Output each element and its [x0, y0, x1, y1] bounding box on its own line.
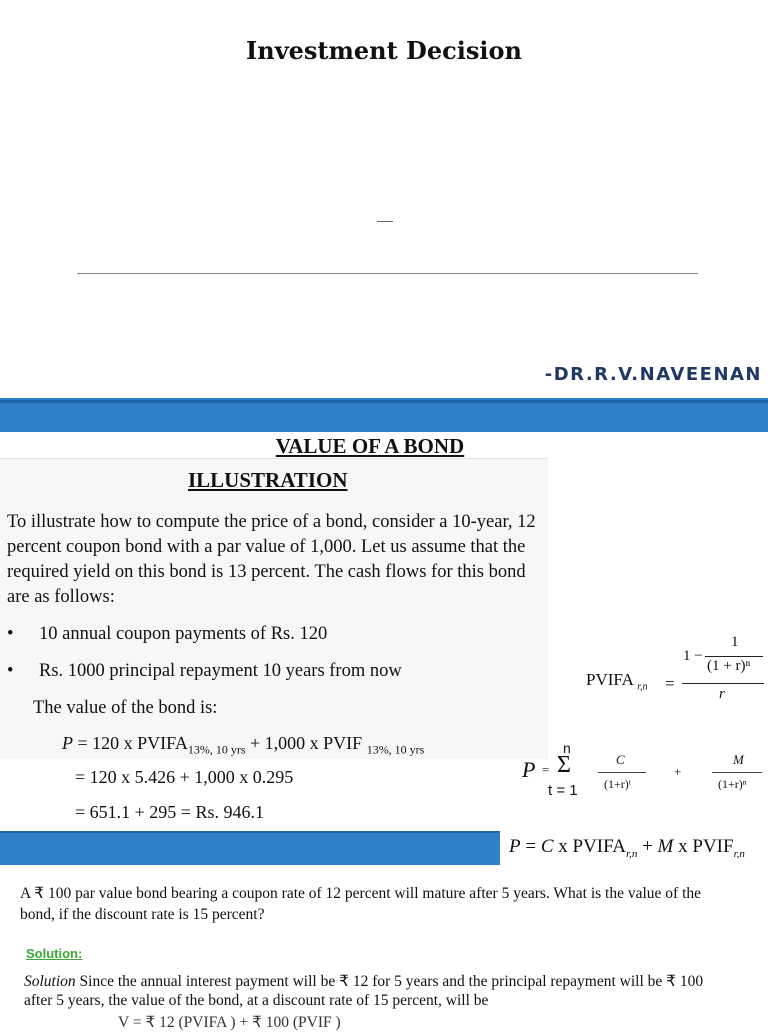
bullet-text: 10 annual coupon payments of Rs. 120	[39, 624, 328, 644]
formula-p: P	[509, 836, 521, 857]
solution-heading: Solution:	[26, 946, 83, 961]
sum-plus: +	[674, 764, 682, 779]
formula-pvif-subscript: r,n	[733, 847, 745, 860]
pvifa-text: PVIFA	[586, 670, 633, 689]
pvifa-outer-denominator: r	[719, 686, 725, 702]
sum-lower-limit: t = 1	[548, 782, 578, 799]
slide-footer-band	[0, 833, 500, 865]
equation-term-b: + 1,000 x PVIF	[245, 733, 367, 753]
formula-plus: +	[637, 836, 658, 857]
decorative-dash	[377, 221, 393, 222]
bond-price-formula	[509, 836, 745, 860]
bullet-marker: •	[7, 661, 14, 681]
slide-header-band-edge	[0, 400, 768, 403]
value-statement: The value of the bond is:	[33, 698, 218, 718]
formula-m: M	[657, 836, 674, 857]
sum-upper-limit: n	[563, 740, 571, 756]
bond-value-result: = 651.1 + 295 = Rs. 946.1	[75, 802, 264, 822]
sum-formula-lhs: P	[522, 757, 536, 782]
document-title: Investment Decision	[246, 36, 522, 65]
solution-body: Since the annual interest payment will be ₹ 12 for 5 years and the principal repayment will be ₹ 100 after 5 years, the value of the bond, at a discount rate of 15 percent, will be	[24, 973, 704, 1009]
sum-formula-equals: =	[542, 762, 550, 777]
sum-denominator-maturity: (1+r)ⁿ	[718, 777, 747, 791]
formula-pvif: x PVIF	[673, 836, 734, 857]
solution-paragraph	[24, 972, 714, 1010]
pvifa-one-minus: 1 −	[683, 648, 703, 664]
bond-value-step: = 120 x 5.426 + 1,000 x 0.295	[75, 767, 294, 787]
equation-subscript-a: 13%, 10 yrs	[187, 742, 246, 757]
pvifa-inner-fraction-bar	[705, 656, 763, 657]
formula-equals: =	[520, 836, 541, 857]
pvifa-outer-fraction-bar	[682, 683, 764, 684]
bond-value-equation	[62, 733, 424, 758]
sum-fraction-bar	[598, 772, 646, 773]
sum-denominator-coupon: (1+r)ᵗ	[604, 777, 632, 791]
formula-c: C	[540, 836, 554, 857]
bullet-text: Rs. 1000 principal repayment 10 years from now	[39, 661, 402, 681]
example-question: A ₹ 100 par value bond bearing a coupon rate of 12 percent will mature after 5 years. What is the value of the bond, if the discount rate is 15 percent?	[20, 885, 702, 923]
sigma-symbol: Σ	[557, 752, 571, 778]
author-name: -DR.R.V.NAVEENAN	[544, 364, 762, 385]
formula-pvifa-subscript: r,n	[626, 847, 638, 860]
solution-equation-partial: V = ₹ 12 (PVIFA ) + ₹ 100 (PVIF )	[118, 1014, 341, 1031]
title-divider	[77, 273, 698, 274]
illustration-heading: ILLUSTRATION	[188, 468, 348, 492]
formula-pvifa: x PVIFA	[553, 836, 627, 857]
illustration-intro: To illustrate how to compute the price of a bond, consider a 10-year, 12 percent coupon bond with a par value of 1,000. Let us assume that the required yield on this bond is 13 percent. The cash flows for this bond are as follows:	[7, 512, 536, 607]
bullet-marker: •	[7, 624, 14, 644]
equation-lhs: P	[62, 733, 73, 753]
pvifa-label	[586, 670, 647, 692]
pvifa-inner-denominator: (1 + r)ⁿ	[707, 658, 751, 674]
equation-subscript-b: 13%, 10 yrs	[366, 742, 425, 757]
pvifa-inner-numerator: 1	[731, 634, 739, 650]
pvifa-subscript: r,n	[637, 681, 648, 693]
slide-title: VALUE OF A BOND	[275, 434, 465, 458]
sum-numerator-maturity: M	[733, 752, 744, 767]
pvifa-equals: =	[665, 674, 675, 693]
sum-fraction-bar	[712, 772, 762, 773]
equation-term-a: = 120 x PVIFA	[73, 733, 188, 753]
sum-numerator-coupon: C	[616, 752, 625, 767]
solution-lead: Solution	[24, 973, 76, 990]
slide-header-band	[0, 398, 768, 432]
